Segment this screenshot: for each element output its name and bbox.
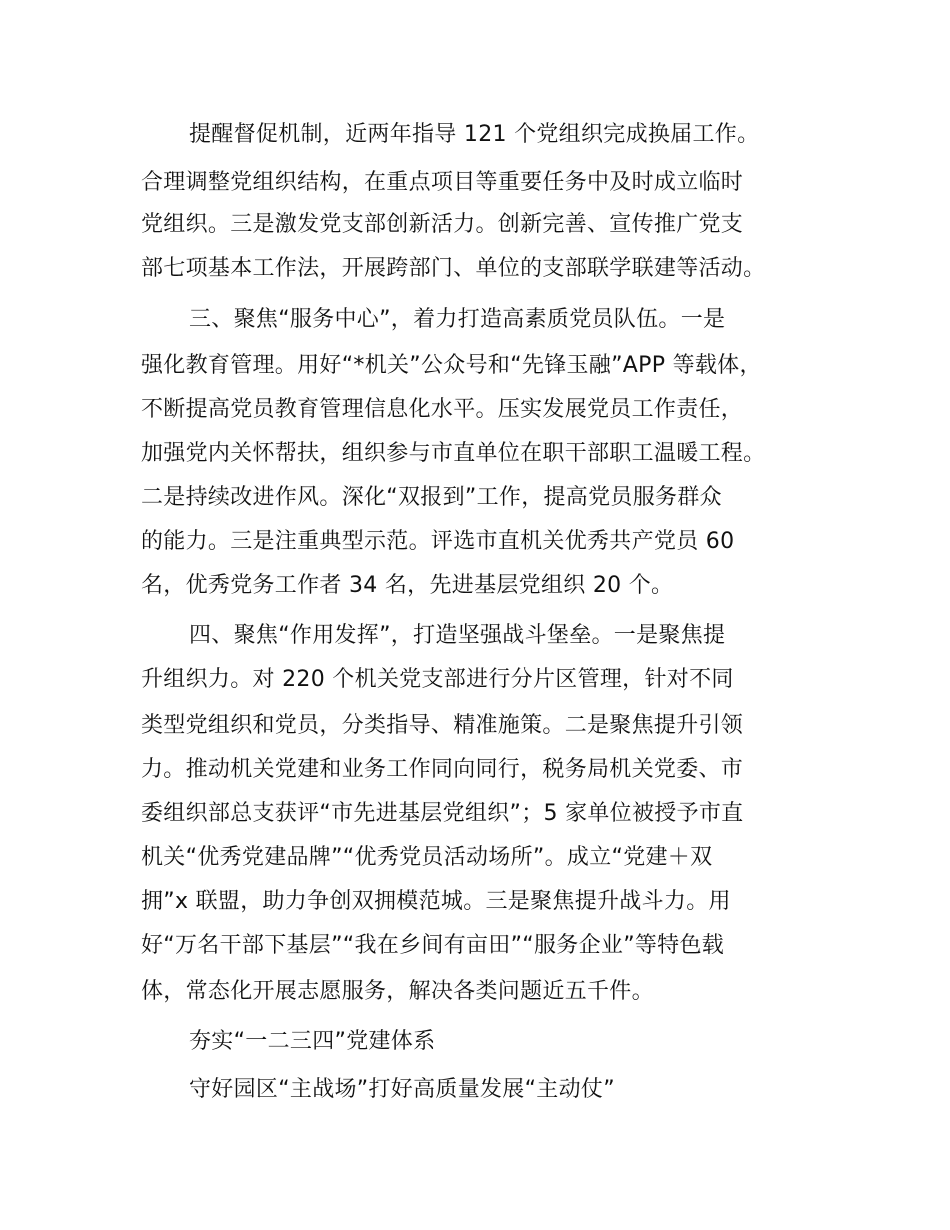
body-text-line: 的能力。三是注重典型示范。评选市直机关优秀共产党员 60 [141, 529, 735, 554]
body-text-line: 三、聚焦“服务中心”，着力打造高素质党员队伍。一是 [189, 307, 726, 332]
body-text-line: 机关“优秀党建品牌”“优秀党员活动场所”。成立“党建＋双 [141, 845, 713, 870]
body-text-line: 委组织部总支获评“市先进基层党组织”；5 家单位被授予市直 [141, 801, 744, 826]
body-text-line: 力。推动机关党建和业务工作同向同行，税务局机关党委、市 [141, 757, 744, 782]
body-text-line: 二是持续改进作风。深化“双报到”工作，提高党员服务群众 [141, 485, 722, 510]
body-text-line: 提醒督促机制，近两年指导 121 个党组织完成换届工作。 [189, 122, 760, 147]
body-text-line: 部七项基本工作法，开展跨部门、单位的支部联学联建等活动。 [141, 256, 766, 281]
body-text-line: 好“万名干部下基层”“我在乡间有亩田”“服务企业”等特色载 [141, 933, 725, 958]
body-text-line: 升组织力。对 220 个机关党支部进行分片区管理，针对不同 [141, 667, 734, 692]
body-text-line: 四、聚焦“作用发挥”，打造坚强战斗堡垒。一是聚焦提 [189, 623, 726, 648]
body-text-line: 党组织。三是激发党支部创新活力。创新完善、宣传推广党支 [141, 212, 744, 237]
heading-line: 守好园区“主战场”打好高质量发展“主动仗” [189, 1077, 615, 1102]
heading-line: 夯实“一二三四”党建体系 [189, 1029, 436, 1054]
body-text-line: 合理调整党组织结构，在重点项目等重要任务中及时成立临时 [141, 170, 744, 195]
body-text-line: 强化教育管理。用好“*机关”公众号和“先锋玉融”APP 等载体， [141, 353, 762, 378]
body-text-line: 拥”x 联盟，助力争创双拥模范城。三是聚焦提升战斗力。用 [141, 889, 731, 914]
body-text-line: 名，优秀党务工作者 34 名，先进基层党组织 20 个。 [141, 573, 674, 598]
body-text-line: 不断提高党员教育管理信息化水平。压实发展党员工作责任， [141, 397, 744, 422]
body-text-line: 类型党组织和党员，分类指导、精准施策。二是聚焦提升引领 [141, 713, 744, 738]
body-text-line: 体，常态化开展志愿服务，解决各类问题近五千件。 [141, 979, 654, 1004]
body-text-line: 加强党内关怀帮扶，组织参与市直单位在职干部职工温暖工程。 [141, 441, 766, 466]
